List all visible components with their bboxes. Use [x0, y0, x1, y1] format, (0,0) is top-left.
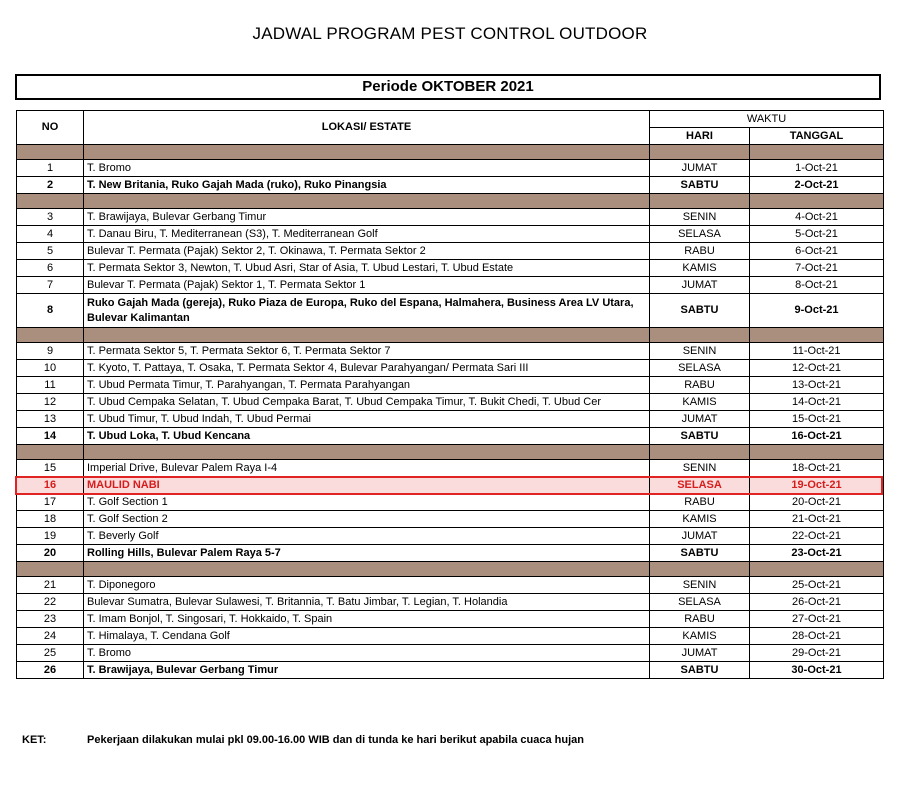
cell-no: 4: [17, 226, 84, 243]
cell-lokasi: T. Beverly Golf: [84, 528, 650, 545]
separator-cell: [17, 145, 84, 160]
cell-no: 1: [17, 160, 84, 177]
table-row: [17, 494, 884, 511]
cell-lokasi: Bulevar Sumatra, Bulevar Sulawesi, T. Britannia, T. Batu Jimbar, T. Legian, T. Holandia: [84, 594, 650, 611]
cell-no: 5: [17, 243, 84, 260]
cell-hari: JUMAT: [650, 277, 750, 294]
cell-no: 12: [17, 394, 84, 411]
cell-hari: SELASA: [650, 594, 750, 611]
week-separator-row: [17, 328, 884, 343]
cell-no: 25: [17, 645, 84, 662]
cell-no: 16: [17, 477, 84, 494]
cell-lokasi: MAULID NABI: [84, 477, 650, 494]
cell-lokasi: T. New Britania, Ruko Gajah Mada (ruko), Ruko Pinangsia: [84, 177, 650, 194]
cell-hari: SELASA: [650, 477, 750, 494]
cell-no: 24: [17, 628, 84, 645]
cell-hari: SABTU: [650, 545, 750, 562]
cell-hari: RABU: [650, 377, 750, 394]
cell-hari: SENIN: [650, 209, 750, 226]
separator-cell: [650, 328, 750, 343]
holiday-row: [17, 477, 884, 494]
cell-hari: KAMIS: [650, 628, 750, 645]
cell-no: 13: [17, 411, 84, 428]
table-row: [17, 243, 884, 260]
cell-no: 9: [17, 343, 84, 360]
week-separator-row: [17, 145, 884, 160]
table-row: [17, 511, 884, 528]
cell-no: 22: [17, 594, 84, 611]
cell-lokasi: Bulevar T. Permata (Pajak) Sektor 2, T. Okinawa, T. Permata Sektor 2: [84, 243, 650, 260]
separator-cell: [650, 562, 750, 577]
page-title: JADWAL PROGRAM PEST CONTROL OUTDOOR: [252, 24, 648, 43]
cell-tanggal: 29-Oct-21: [750, 645, 884, 662]
cell-lokasi: T. Golf Section 1: [84, 494, 650, 511]
cell-tanggal: 15-Oct-21: [750, 411, 884, 428]
cell-hari: RABU: [650, 243, 750, 260]
cell-hari: RABU: [650, 494, 750, 511]
cell-hari: KAMIS: [650, 511, 750, 528]
separator-cell: [750, 562, 884, 577]
table-row: [17, 428, 884, 445]
note-text: Pekerjaan dilakukan mulai pkl 09.00-16.00 WIB dan di tunda ke hari berikut apabila cuaca hujan: [87, 734, 585, 746]
cell-no: 26: [17, 662, 84, 679]
schedule-table: [16, 110, 884, 679]
cell-hari: SELASA: [650, 226, 750, 243]
cell-no: 21: [17, 577, 84, 594]
separator-cell: [650, 445, 750, 460]
table-row: [17, 460, 884, 477]
week-separator-row: [17, 194, 884, 209]
table-row: [17, 411, 884, 428]
cell-lokasi: T. Ubud Permata Timur, T. Parahyangan, T. Permata Parahyangan: [84, 377, 650, 394]
cell-no: 8: [17, 294, 84, 328]
cell-tanggal: 7-Oct-21: [750, 260, 884, 277]
cell-lokasi: T. Ubud Cempaka Selatan, T. Ubud Cempaka Barat, T. Ubud Cempaka Timur, T. Bukit Chedi, T. Ubud Cer: [84, 394, 650, 411]
table-row: [17, 226, 884, 243]
separator-cell: [84, 194, 650, 209]
header-waktu: WAKTU: [650, 111, 884, 128]
cell-no: 19: [17, 528, 84, 545]
cell-no: 15: [17, 460, 84, 477]
separator-cell: [84, 562, 650, 577]
separator-cell: [17, 328, 84, 343]
table-row: [17, 611, 884, 628]
cell-lokasi: T. Ubud Loka, T. Ubud Kencana: [84, 428, 650, 445]
header-tanggal: TANGGAL: [750, 128, 884, 145]
table-row: [17, 177, 884, 194]
cell-no: 17: [17, 494, 84, 511]
table-row: [17, 594, 884, 611]
cell-no: 6: [17, 260, 84, 277]
cell-no: 23: [17, 611, 84, 628]
cell-hari: SABTU: [650, 662, 750, 679]
cell-no: 20: [17, 545, 84, 562]
separator-cell: [650, 194, 750, 209]
cell-tanggal: 26-Oct-21: [750, 594, 884, 611]
cell-tanggal: 11-Oct-21: [750, 343, 884, 360]
cell-lokasi: Rolling Hills, Bulevar Palem Raya 5-7: [84, 545, 650, 562]
cell-lokasi: T. Golf Section 2: [84, 511, 650, 528]
table-row: [17, 260, 884, 277]
cell-hari: JUMAT: [650, 411, 750, 428]
header-no: NO: [17, 111, 84, 145]
header-lokasi: LOKASI/ ESTATE: [84, 111, 650, 145]
note-label: KET:: [22, 734, 47, 746]
cell-tanggal: 16-Oct-21: [750, 428, 884, 445]
cell-tanggal: 28-Oct-21: [750, 628, 884, 645]
separator-cell: [17, 562, 84, 577]
cell-no: 11: [17, 377, 84, 394]
cell-no: 14: [17, 428, 84, 445]
cell-lokasi: T. Kyoto, T. Pattaya, T. Osaka, T. Permata Sektor 4, Bulevar Parahyangan/ Permata Sari III: [84, 360, 650, 377]
table-row: [17, 394, 884, 411]
cell-tanggal: 18-Oct-21: [750, 460, 884, 477]
cell-hari: KAMIS: [650, 394, 750, 411]
cell-hari: KAMIS: [650, 260, 750, 277]
table-row: [17, 294, 884, 328]
cell-tanggal: 27-Oct-21: [750, 611, 884, 628]
separator-cell: [750, 194, 884, 209]
separator-cell: [84, 145, 650, 160]
cell-lokasi: T. Brawijaya, Bulevar Gerbang Timur: [84, 209, 650, 226]
cell-tanggal: 9-Oct-21: [750, 294, 884, 328]
cell-lokasi: T. Permata Sektor 3, Newton, T. Ubud Asri, Star of Asia, T. Ubud Lestari, T. Ubud Estate: [84, 260, 650, 277]
table-row: [17, 209, 884, 226]
cell-no: 3: [17, 209, 84, 226]
cell-tanggal: 14-Oct-21: [750, 394, 884, 411]
cell-no: 7: [17, 277, 84, 294]
table-row: [17, 662, 884, 679]
cell-tanggal: 5-Oct-21: [750, 226, 884, 243]
cell-lokasi: T. Ubud Timur, T. Ubud Indah, T. Ubud Permai: [84, 411, 650, 428]
cell-lokasi: Ruko Gajah Mada (gereja), Ruko Piaza de Europa, Ruko del Espana, Halmahera, Business Area LV Utara, Bulevar Kalimantan: [84, 294, 650, 328]
cell-tanggal: 13-Oct-21: [750, 377, 884, 394]
cell-hari: SABTU: [650, 294, 750, 328]
cell-hari: SABTU: [650, 177, 750, 194]
cell-tanggal: 25-Oct-21: [750, 577, 884, 594]
cell-hari: JUMAT: [650, 160, 750, 177]
cell-lokasi: Bulevar T. Permata (Pajak) Sektor 1, T. Permata Sektor 1: [84, 277, 650, 294]
cell-lokasi: T. Himalaya, T. Cendana Golf: [84, 628, 650, 645]
cell-hari: JUMAT: [650, 528, 750, 545]
separator-cell: [750, 445, 884, 460]
table-row: [17, 160, 884, 177]
cell-lokasi: T. Danau Biru, T. Mediterranean (S3), T. Mediterranean Golf: [84, 226, 650, 243]
week-separator-row: [17, 562, 884, 577]
separator-cell: [84, 328, 650, 343]
table-row: [17, 277, 884, 294]
cell-tanggal: 8-Oct-21: [750, 277, 884, 294]
cell-tanggal: 19-Oct-21: [750, 477, 884, 494]
cell-tanggal: 21-Oct-21: [750, 511, 884, 528]
cell-tanggal: 23-Oct-21: [750, 545, 884, 562]
separator-cell: [17, 194, 84, 209]
cell-lokasi: T. Bromo: [84, 160, 650, 177]
table-row: [17, 343, 884, 360]
table-row: [17, 577, 884, 594]
table-row: [17, 360, 884, 377]
cell-lokasi: T. Permata Sektor 5, T. Permata Sektor 6, T. Permata Sektor 7: [84, 343, 650, 360]
separator-cell: [84, 445, 650, 460]
cell-hari: SENIN: [650, 460, 750, 477]
table-body: [17, 145, 884, 679]
period-banner: Periode OKTOBER 2021: [15, 74, 881, 100]
table-row: [17, 528, 884, 545]
header-hari: HARI: [650, 128, 750, 145]
cell-no: 2: [17, 177, 84, 194]
cell-tanggal: 12-Oct-21: [750, 360, 884, 377]
cell-hari: SABTU: [650, 428, 750, 445]
cell-lokasi: T. Bromo: [84, 645, 650, 662]
separator-cell: [650, 145, 750, 160]
cell-tanggal: 2-Oct-21: [750, 177, 884, 194]
cell-tanggal: 22-Oct-21: [750, 528, 884, 545]
week-separator-row: [17, 445, 884, 460]
cell-hari: SENIN: [650, 577, 750, 594]
cell-hari: SENIN: [650, 343, 750, 360]
cell-tanggal: 1-Oct-21: [750, 160, 884, 177]
cell-tanggal: 30-Oct-21: [750, 662, 884, 679]
table-header: [17, 111, 884, 145]
table-row: [17, 628, 884, 645]
table-row: [17, 545, 884, 562]
cell-lokasi: T. Diponegoro: [84, 577, 650, 594]
cell-lokasi: Imperial Drive, Bulevar Palem Raya I-4: [84, 460, 650, 477]
cell-lokasi: T. Imam Bonjol, T. Singosari, T. Hokkaido, T. Spain: [84, 611, 650, 628]
cell-tanggal: 4-Oct-21: [750, 209, 884, 226]
cell-lokasi: T. Brawijaya, Bulevar Gerbang Timur: [84, 662, 650, 679]
cell-hari: RABU: [650, 611, 750, 628]
cell-tanggal: 20-Oct-21: [750, 494, 884, 511]
separator-cell: [750, 328, 884, 343]
separator-cell: [17, 445, 84, 460]
cell-hari: JUMAT: [650, 645, 750, 662]
cell-no: 10: [17, 360, 84, 377]
cell-no: 18: [17, 511, 84, 528]
cell-tanggal: 6-Oct-21: [750, 243, 884, 260]
table-row: [17, 645, 884, 662]
table-row: [17, 377, 884, 394]
separator-cell: [750, 145, 884, 160]
cell-hari: SELASA: [650, 360, 750, 377]
